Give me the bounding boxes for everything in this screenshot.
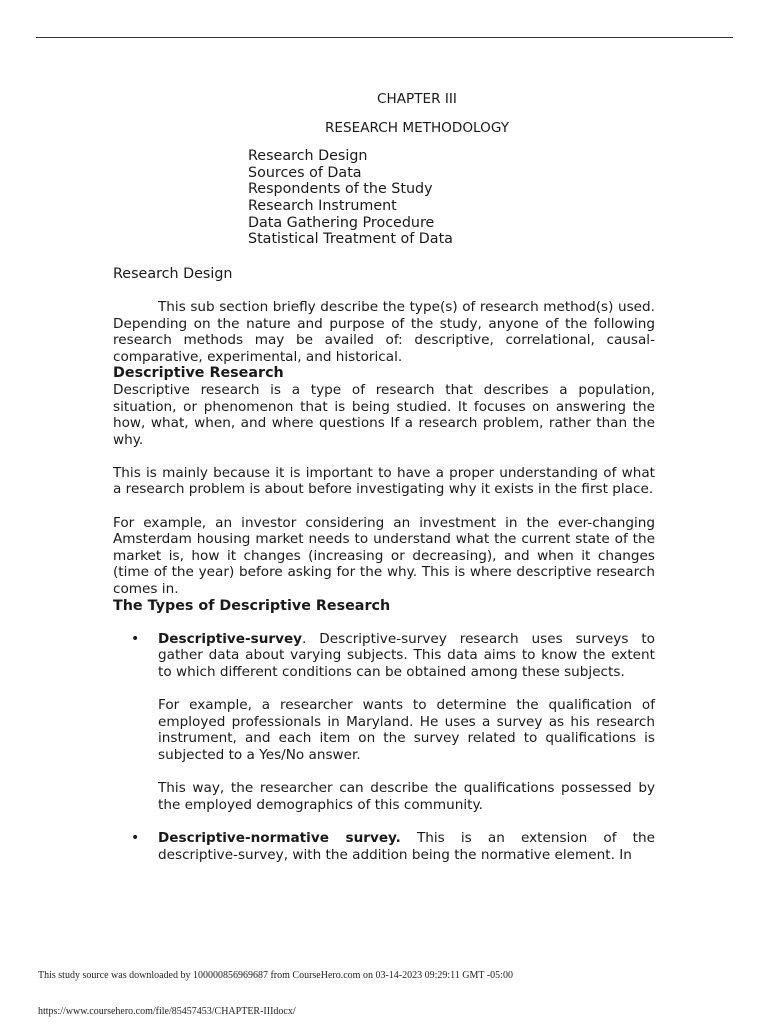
- list-item: [113, 830, 655, 863]
- type-term: Descriptive-survey: [158, 630, 303, 647]
- table-of-contents: [248, 148, 655, 248]
- descriptive-paragraph-1: Descriptive research is a type of research that describes a population, situation, or phenomenon that is being studied. It focuses on answering the how, what, when, and where questions If a research problem, rather than the why.: [113, 381, 655, 448]
- types-list: [113, 631, 655, 863]
- type-description: . Descriptive-survey research uses surveys to gather data about varying subjects. This data aims to know the extent to which different conditions can be obtained among these subjects.: [158, 630, 655, 680]
- chapter-label: CHAPTER III: [377, 91, 457, 107]
- document-page: [113, 91, 655, 863]
- types-heading: The Types of Descriptive Research: [113, 597, 391, 614]
- toc-item: Statistical Treatment of Data: [248, 231, 453, 248]
- bullet-icon: •: [131, 829, 140, 846]
- toc-item: Data Gathering Procedure: [248, 214, 435, 231]
- top-rule: [36, 37, 733, 38]
- type-description: This is an extension of the descriptive-survey, with the addition being the normative element. In: [158, 829, 655, 863]
- list-item: [113, 631, 655, 814]
- source-url[interactable]: https://www.coursehero.com/file/85457453/CHAPTER-IIIdocx/: [38, 1006, 296, 1017]
- toc-item: Research Design: [248, 148, 368, 165]
- download-notice: This study source was downloaded by 100000856969687 from CourseHero.com on 03-14-2023 09:29:11 GMT -05:00: [38, 970, 513, 981]
- descriptive-paragraph-3: For example, an investor considering an investment in the ever-changing Amsterdam housing market needs to understand what the current state of the market is, how it changes (increasing or decreasing), and when it changes (time of the year) before asking for the why. This is where descriptive research comes in.: [113, 514, 655, 598]
- research-design-paragraph: This sub section briefly describe the type(s) of research method(s) used. Depending on the nature and purpose of the study, anyone of the following research methods may be availed of: descriptive, correlational, causal-comparative, experimental, and historical.: [113, 298, 655, 365]
- chapter-title: RESEARCH METHODOLOGY: [324, 119, 509, 136]
- type-conclusion: This way, the researcher can describe the qualifications possessed by the employed demographics of this community.: [158, 780, 655, 813]
- toc-item: Research Instrument: [248, 197, 397, 214]
- descriptive-paragraph-2: This is mainly because it is important to have a proper understanding of what a research problem is about before investigating why it exists in the first place.: [113, 464, 655, 498]
- type-example: For example, a researcher wants to determine the qualification of employed professionals in Maryland. He uses a survey as his research instrument, and each item on the survey related to qualifications is subjected to a Yes/No answer.: [158, 697, 655, 763]
- descriptive-research-heading: Descriptive Research: [113, 365, 284, 382]
- toc-item: Respondents of the Study: [248, 181, 433, 198]
- bullet-icon: •: [131, 630, 140, 647]
- type-term: Descriptive-normative survey.: [158, 829, 401, 846]
- research-design-heading: Research Design: [113, 265, 233, 282]
- toc-item: Sources of Data: [248, 164, 362, 181]
